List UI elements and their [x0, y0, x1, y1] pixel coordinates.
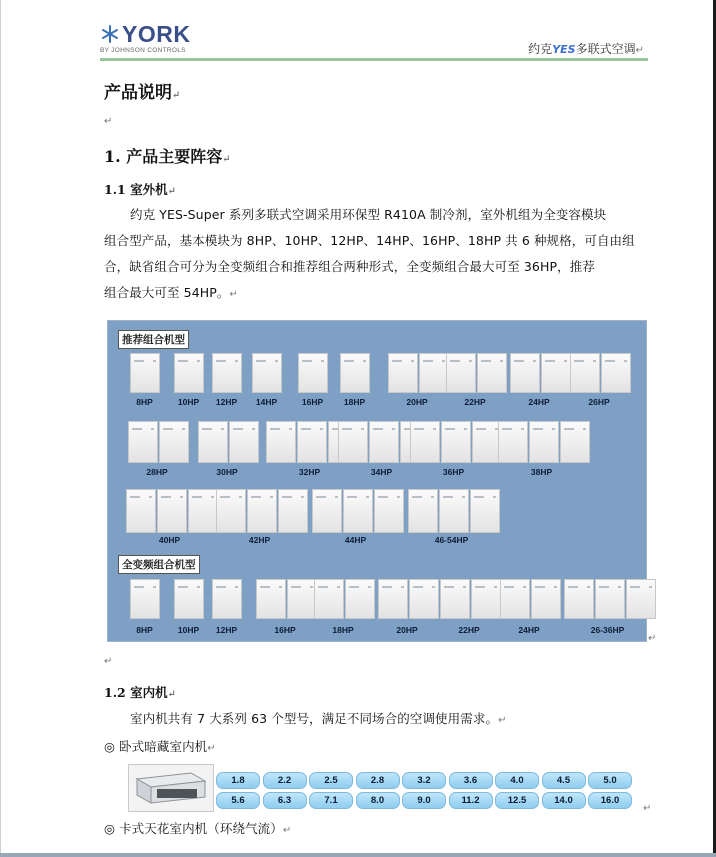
- unit-capacity-label: 8HP: [136, 397, 153, 407]
- unit-capacity-label: 12HP: [215, 397, 238, 407]
- unit-module: [477, 353, 507, 393]
- outdoor-unit: [440, 579, 502, 619]
- unit-module: [297, 421, 327, 463]
- outdoor-unit: [340, 353, 371, 393]
- logo-wordmark: YORK: [122, 21, 191, 47]
- unit-capacity-label: 28HP: [146, 467, 168, 477]
- section-heading-1: 1. 产品主要阵容↵: [104, 147, 231, 166]
- paragraph-mark: ↵: [648, 633, 657, 644]
- capacity-pill: 1.8: [216, 772, 260, 789]
- outdoor-unit: [378, 579, 440, 619]
- unit-module: [130, 353, 160, 393]
- outdoor-unit: [570, 353, 632, 393]
- subsection-heading-outdoor: 1.1 室外机↵: [104, 182, 176, 197]
- capacity-pill: 2.8: [356, 772, 400, 789]
- unit-module: [374, 489, 404, 533]
- unit-capacity-label: 40HP: [158, 535, 181, 545]
- indoor-description: 室内机共有 7 大系列 63 个型号，满足不同场合的空调使用需求。↵: [130, 711, 507, 726]
- unit-capacity-label: 26HP: [588, 397, 610, 407]
- outdoor-unit: [128, 421, 190, 463]
- outdoor-unit: [252, 353, 283, 393]
- unit-module: [340, 353, 370, 393]
- capacity-pill: 4.0: [495, 772, 539, 789]
- unit-module: [595, 579, 625, 619]
- unit-module: [287, 579, 317, 619]
- capacity-pill: 2.2: [263, 772, 307, 789]
- header-title-suffix: 多联式空调: [575, 42, 636, 56]
- unit-module: [446, 353, 476, 393]
- unit-capacity-label: 18HP: [332, 625, 354, 635]
- text-line: 约克 YES-Super 系列多联式空调采用环保型 R410A 制冷剂，室外机组为全变容模块: [130, 207, 607, 222]
- unit-capacity-label: 32HP: [298, 467, 321, 477]
- unit-capacity-label: 10HP: [177, 625, 200, 635]
- outdoor-unit: [216, 489, 309, 533]
- unit-module: [278, 489, 308, 533]
- unit-module: [212, 353, 242, 393]
- unit-module: [159, 421, 189, 463]
- unit-capacity-label: 36HP: [442, 467, 465, 477]
- capacity-pill: 3.6: [449, 772, 493, 789]
- unit-capacity-label: 22HP: [464, 397, 486, 407]
- unit-capacity-label: 46-54HP: [434, 535, 469, 545]
- unit-module: [564, 579, 594, 619]
- unit-module: [256, 579, 286, 619]
- york-logo: [100, 21, 200, 58]
- unit-module: [126, 489, 156, 533]
- header-title-prefix: 约克: [528, 42, 553, 56]
- outdoor-unit: [388, 353, 450, 393]
- unit-capacity-label: 16HP: [301, 397, 324, 407]
- text-line: 合，缺省组合可分为全变频组合和推荐组合两种形式，全变频组合最大可至 36HP，推荐: [104, 259, 595, 274]
- outdoor-unit: [564, 579, 657, 619]
- unit-module: [409, 579, 439, 619]
- unit-capacity-label: 10HP: [177, 397, 200, 407]
- unit-capacity-label: 38HP: [530, 467, 553, 477]
- full-inverter-combo-tag: 全变频组合机型: [118, 555, 200, 574]
- unit-module: [419, 353, 449, 393]
- outdoor-unit: [408, 489, 501, 533]
- unit-module: [626, 579, 656, 619]
- text-line: 组合型产品，基本模块为 8HP、10HP、12HP、14HP、16HP、18HP 共 6 种规格，可自由组: [104, 233, 635, 248]
- outdoor-description: [104, 202, 652, 308]
- capacity-pill: 14.0: [542, 792, 586, 809]
- unit-module: [312, 489, 342, 533]
- outdoor-unit: [298, 353, 329, 393]
- unit-module: [531, 579, 561, 619]
- unit-capacity-label: 18HP: [343, 397, 366, 407]
- outdoor-unit: [126, 489, 219, 533]
- unit-module: [541, 353, 571, 393]
- outdoor-unit: [314, 579, 376, 619]
- capacity-pill: 4.5: [542, 772, 586, 789]
- unit-module: [500, 579, 530, 619]
- capacity-pill: 9.0: [402, 792, 446, 809]
- unit-module: [560, 421, 590, 463]
- unit-module: [410, 421, 440, 463]
- unit-module: [471, 579, 501, 619]
- capacity-pill: 11.2: [449, 792, 493, 809]
- unit-module: [298, 353, 328, 393]
- page-edge-left: [0, 0, 1, 857]
- outdoor-units-figure: [107, 320, 647, 642]
- outdoor-unit: [130, 353, 161, 393]
- capacity-pill: 12.5: [495, 792, 539, 809]
- outdoor-unit: [174, 353, 205, 393]
- unit-module: [216, 489, 246, 533]
- unit-module: [470, 489, 500, 533]
- unit-capacity-label: 44HP: [344, 535, 367, 545]
- outdoor-unit: [174, 579, 205, 619]
- unit-module: [174, 353, 204, 393]
- header-title: 约克YES多联式空调↵: [528, 42, 644, 56]
- unit-module: [439, 489, 469, 533]
- recommended-combo-tag: 推荐组合机型: [118, 330, 189, 349]
- unit-capacity-label: 16HP: [274, 625, 296, 635]
- unit-module: [345, 579, 375, 619]
- unit-module: [570, 353, 600, 393]
- unit-module: [510, 353, 540, 393]
- unit-module: [369, 421, 399, 463]
- unit-module: [174, 579, 204, 619]
- unit-module: [130, 579, 160, 619]
- unit-module: [157, 489, 187, 533]
- doc-title: 产品说明↵: [104, 83, 181, 103]
- unit-capacity-label: 12HP: [215, 625, 238, 635]
- unit-module: [198, 421, 228, 463]
- outdoor-unit: [500, 579, 562, 619]
- unit-capacity-label: 24HP: [528, 397, 550, 407]
- text-line: 组合最大可至 54HP。↵: [104, 285, 239, 300]
- outdoor-unit: [498, 421, 591, 463]
- outdoor-unit: [212, 353, 243, 393]
- capacity-pill: 5.6: [216, 792, 260, 809]
- outdoor-unit: [198, 421, 260, 463]
- unit-module: [212, 579, 242, 619]
- unit-capacity-label: 26-36HP: [590, 625, 625, 635]
- outdoor-unit: [130, 579, 161, 619]
- snowflake-icon: [100, 24, 120, 44]
- unit-module: [128, 421, 158, 463]
- unit-capacity-label: 42HP: [248, 535, 271, 545]
- unit-module: [247, 489, 277, 533]
- subsection-heading-indoor: 1.2 室内机↵: [104, 685, 176, 700]
- unit-capacity-label: 22HP: [458, 625, 480, 635]
- unit-capacity-label: 24HP: [518, 625, 540, 635]
- unit-capacity-label: 8HP: [136, 625, 153, 635]
- unit-capacity-label: 20HP: [396, 625, 418, 635]
- outdoor-unit: [446, 353, 508, 393]
- unit-capacity-label: 30HP: [216, 467, 238, 477]
- unit-capacity-label: 20HP: [406, 397, 428, 407]
- unit-module: [252, 353, 282, 393]
- bullet-ducted-indoor: ◎ 卧式暗藏室内机↵: [104, 739, 216, 754]
- bullet-cassette-indoor: ◎ 卡式天花室内机（环绕气流）↵: [104, 821, 292, 836]
- outdoor-unit: [256, 579, 318, 619]
- paragraph-mark: ↵: [643, 803, 652, 814]
- unit-module: [498, 421, 528, 463]
- outdoor-unit: [410, 421, 503, 463]
- capacity-pill: 2.5: [309, 772, 353, 789]
- unit-module: [266, 421, 296, 463]
- unit-module: [440, 579, 470, 619]
- unit-module: [314, 579, 344, 619]
- outdoor-unit: [312, 489, 405, 533]
- unit-module: [188, 489, 218, 533]
- unit-module: [601, 353, 631, 393]
- outdoor-unit: [510, 353, 572, 393]
- header-rule: [100, 58, 648, 61]
- unit-capacity-label: 14HP: [255, 397, 278, 407]
- capacity-pill: 16.0: [588, 792, 632, 809]
- capacity-pill: 7.1: [309, 792, 353, 809]
- unit-module: [378, 579, 408, 619]
- unit-module: [229, 421, 259, 463]
- ducted-unit-illustration: [129, 765, 213, 811]
- paragraph-mark: ↵: [104, 116, 113, 127]
- unit-module: [441, 421, 471, 463]
- capacity-pill: 3.2: [402, 772, 446, 789]
- paragraph-mark: ↵: [104, 656, 113, 667]
- page-edge-bottom: [0, 853, 716, 857]
- outdoor-unit: [212, 579, 243, 619]
- capacity-pill: 6.3: [263, 792, 307, 809]
- unit-module: [529, 421, 559, 463]
- unit-capacity-label: 34HP: [370, 467, 393, 477]
- unit-module: [343, 489, 373, 533]
- unit-module: [408, 489, 438, 533]
- header-title-brand: YES: [552, 43, 576, 56]
- capacity-pill: 8.0: [356, 792, 400, 809]
- ducted-indoor-unit-image: [128, 764, 214, 812]
- capacity-pill: 5.0: [588, 772, 632, 789]
- logo-tagline: BY JOHNSON CONTROLS: [100, 47, 186, 54]
- unit-module: [338, 421, 368, 463]
- unit-module: [388, 353, 418, 393]
